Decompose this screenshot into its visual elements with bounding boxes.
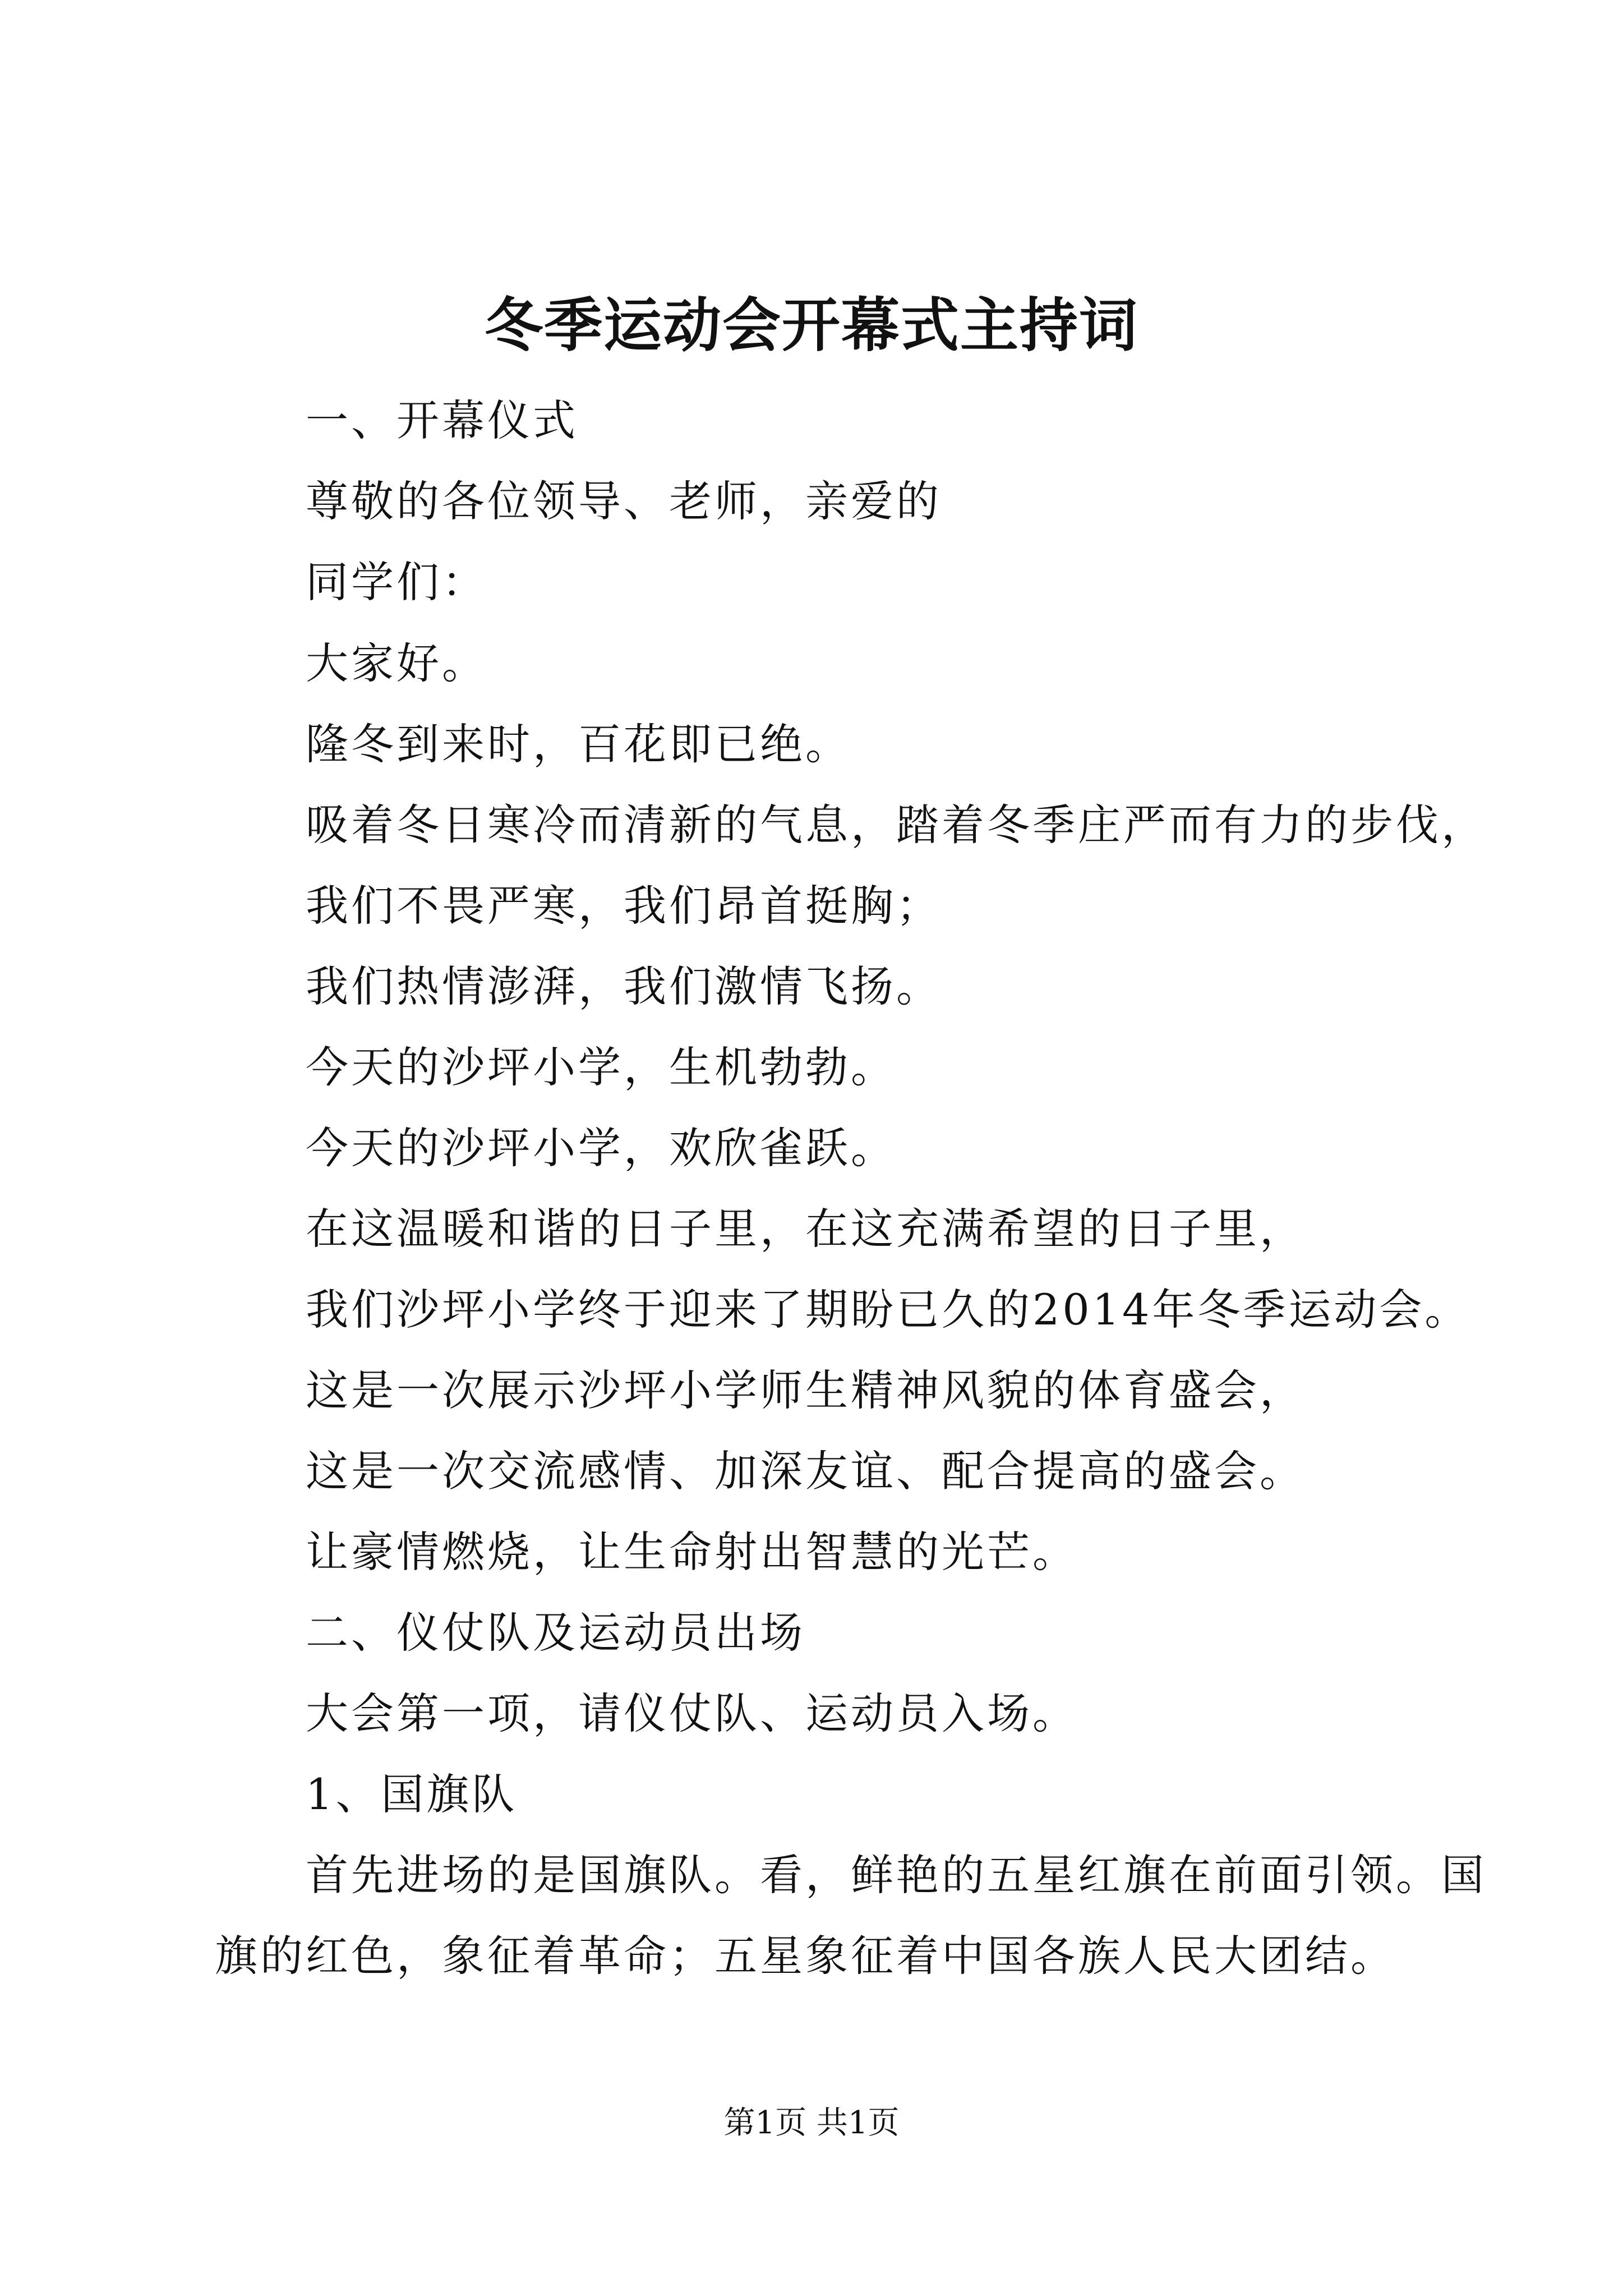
paragraph-line: 在这温暖和谐的日子里，在这充满希望的日子里， xyxy=(306,1204,1305,1254)
paragraph-line: 隆冬到来时，百花即已绝。 xyxy=(306,719,851,769)
paragraph-line: 同学们： xyxy=(306,557,487,607)
paragraph-line: 吸着冬日寒冷而清新的气息，踏着冬季庄严而有力的步伐， xyxy=(306,800,1487,850)
section-heading-procession: 二、仪仗队及运动员出场 xyxy=(306,1608,805,1658)
paragraph-line: 首先进场的是国旗队。看，鲜艳的五星红旗在前面引领。国 xyxy=(306,1850,1487,1900)
document-title: 冬季运动会开幕式主持词 xyxy=(484,291,1138,360)
paragraph-line: 大会第一项，请仪仗队、运动员入场。 xyxy=(306,1688,1078,1738)
paragraph-line: 这是一次交流感情、加深友谊、配合提高的盛会。 xyxy=(306,1446,1305,1496)
paragraph-line: 今天的沙坪小学，生机勃勃。 xyxy=(306,1042,896,1092)
paragraph-line: 尊敬的各位领导、老师，亲爱的 xyxy=(306,476,942,526)
paragraph-line: 我们热情澎湃，我们激情飞扬。 xyxy=(306,961,942,1011)
section-heading-opening: 一、开幕仪式 xyxy=(306,395,578,445)
paragraph-line: 这是一次展示沙坪小学师生精神风貌的体育盛会， xyxy=(306,1365,1305,1415)
paragraph-line: 我们不畏严寒，我们昂首挺胸； xyxy=(306,881,942,931)
paragraph-line: 今天的沙坪小学，欢欣雀跃。 xyxy=(306,1123,896,1173)
paragraph-line: 让豪情燃烧，让生命射出智慧的光芒。 xyxy=(306,1527,1078,1577)
paragraph-line: 我们沙坪小学终于迎来了期盼已久的2014年冬季运动会。 xyxy=(306,1285,1470,1335)
paragraph-line: 大家好。 xyxy=(306,638,487,688)
paragraph-line-continuation: 旗的红色，象征着革命；五星象征着中国各族人民大团结。 xyxy=(215,1931,1396,1981)
page-number-footer: 第1页 共1页 xyxy=(723,2105,900,2141)
subsection-heading-flag-team: 1、国旗队 xyxy=(306,1769,518,1819)
